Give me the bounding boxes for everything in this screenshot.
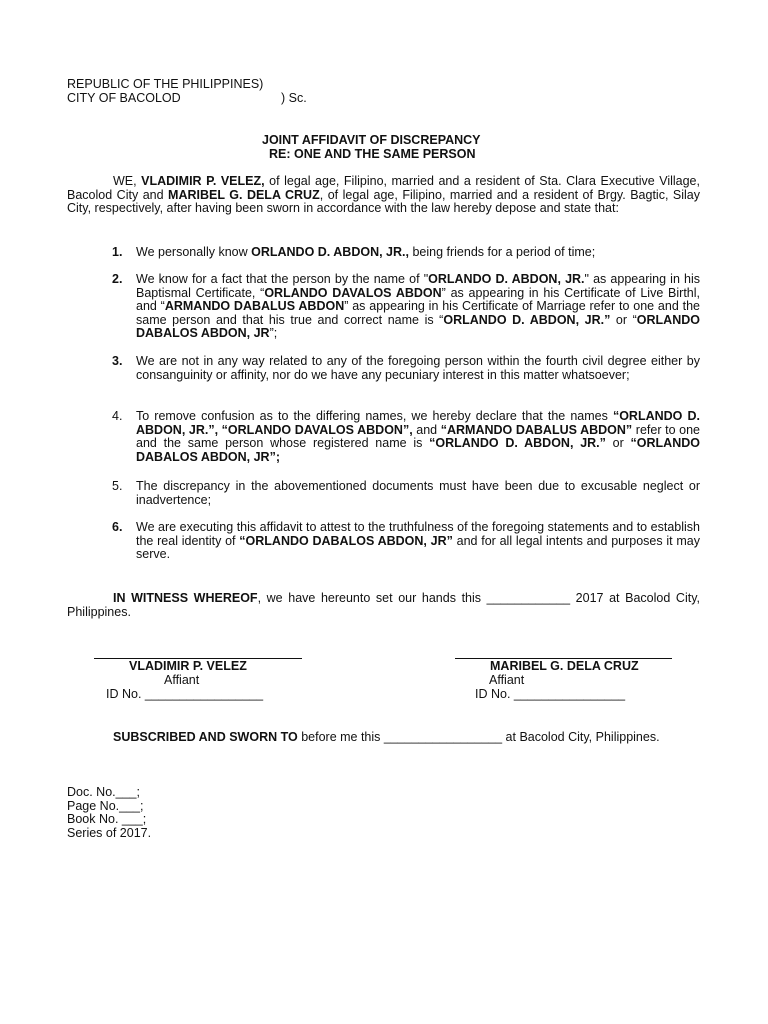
item-text: We are executing this affidavit to attest to the truthfulness of the foregoing statements and to establish the real identity of “ORLANDO DABALOS ABDON, JR” and for all legal intents and purposes it may serve. bbox=[136, 520, 701, 562]
item-number: 2. bbox=[112, 272, 123, 286]
header-city bbox=[67, 92, 327, 106]
item-number: 4. bbox=[112, 409, 123, 423]
header-city-label: CITY OF BACOLOD bbox=[67, 91, 181, 105]
item-text: We are not in any way related to any of the foregoing person within the fourth civil degree either by consanguinity or affinity, nor do we have any pecuniary interest in this matter whatsoever; bbox=[136, 354, 700, 382]
item-text: We personally know ORLANDO D. ABDON, JR., being friends for a period of time; bbox=[136, 245, 596, 259]
jurat-paragraph: SUBSCRIBED AND SWORN TO before me this _________________ at Bacolod City, Philippines. bbox=[113, 730, 660, 744]
item-text: We know for a fact that the person by the name of "ORLANDO D. ABDON, JR." as appearing in his Baptismal Certificate, “ORLANDO DAVALOS ABDON” as appearing in his Certificate of Live Birthl, and “ARMANDO DABALUS ABDON” as appearing in his Certificate of Marriage refer to one and the same person and that his true and correct name is “ORLANDO D. ABDON, JR.” or “ORLANDO DABALOS ABDON, JR”; bbox=[136, 272, 701, 341]
doc-no: Doc. No.___; bbox=[67, 785, 140, 799]
item-text: To remove confusion as to the differing names, we hereby declare that the names “ORLANDO D. ABDON, JR.”, “ORLANDO DAVALOS ABDON”, and “ARMANDO DABALUS ABDON” refer to one and the same person whose registered name is “ORLANDO D. ABDON, JR.” or “ORLANDO DABALOS ABDON, JR”; bbox=[136, 409, 700, 464]
header-republic bbox=[67, 78, 263, 92]
item-number: 1. bbox=[112, 245, 123, 259]
affiant-name: VLADIMIR P. VELEZ bbox=[129, 659, 247, 673]
witness-paragraph: IN WITNESS WHEREOF, we have hereunto set our hands this ____________ 2017 at Bacolod City, Philippines. bbox=[67, 591, 700, 619]
affiant-role: Affiant bbox=[164, 673, 200, 687]
document-title bbox=[262, 134, 481, 161]
title-line1: JOINT AFFIDAVIT OF DISCREPANCY bbox=[262, 133, 481, 147]
book-no: Book No. ___; bbox=[67, 812, 147, 827]
header-sc: ) Sc. bbox=[281, 91, 307, 105]
affiant-name: MARIBEL G. DELA CRUZ bbox=[490, 659, 639, 673]
title-line2: RE: ONE AND THE SAME PERSON bbox=[269, 146, 476, 161]
item-number: 3. bbox=[112, 354, 123, 368]
affiant-role: Affiant bbox=[489, 673, 525, 687]
item-text: The discrepancy in the abovementioned documents must have been due to excusable neglect or inadvertence; bbox=[136, 479, 700, 507]
page-no: Page No.___; bbox=[67, 798, 144, 813]
affiant-1-name: VLADIMIR P. VELEZ, bbox=[141, 174, 265, 188]
item-number: 5. bbox=[112, 479, 123, 493]
affiant-id[interactable]: ID No. ________________ bbox=[475, 687, 626, 701]
intro-paragraph: WE, VLADIMIR P. VELEZ, of legal age, Filipino, married and a resident of Sta. Clara Executive Village, Bacolod City and MARIBEL G. DELA CRUZ, of legal age, Filipino, married and a resident of Brgy. Bagtic, Silay City, respectively, after having been sworn in accordance with the law hereby depose and state that: bbox=[67, 174, 701, 216]
item-number: 6. bbox=[112, 520, 123, 534]
notarial-docket bbox=[67, 786, 151, 840]
series: Series of 2017. bbox=[67, 825, 152, 840]
affiant-id[interactable]: ID No. _________________ bbox=[106, 687, 264, 701]
affiant-2-name: MARIBEL G. DELA CRUZ bbox=[168, 187, 320, 202]
header-line1: REPUBLIC OF THE PHILIPPINES) bbox=[67, 77, 264, 91]
